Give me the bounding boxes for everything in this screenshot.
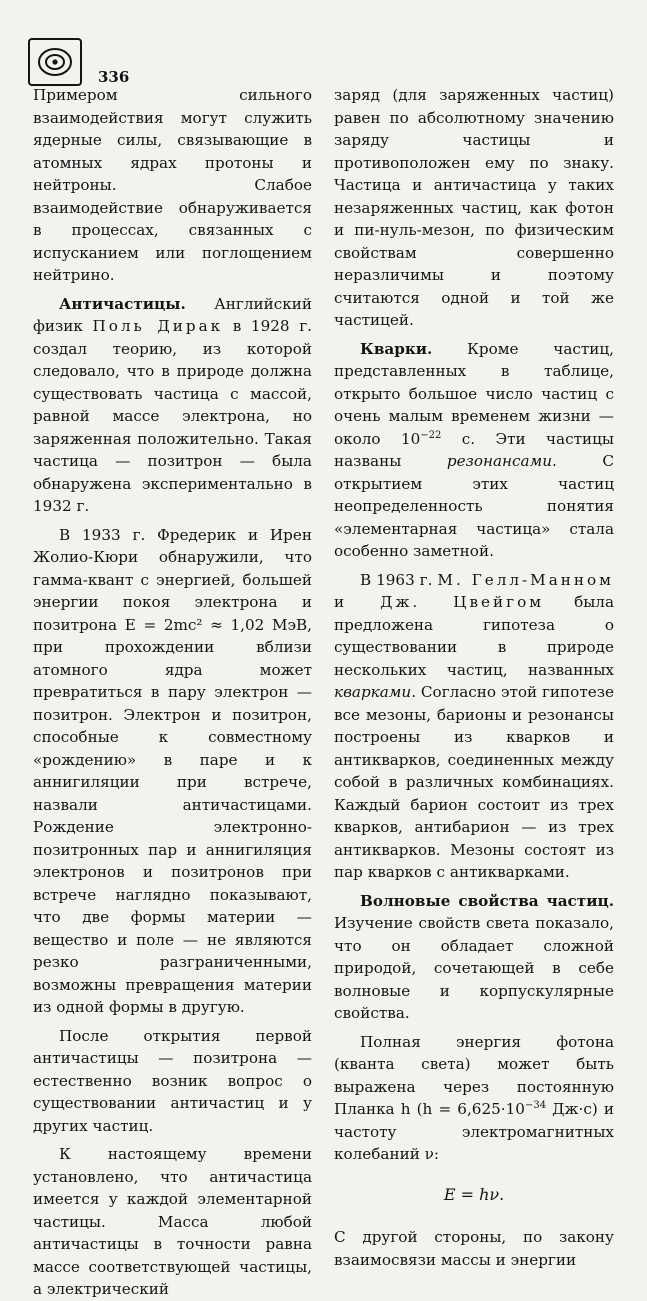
exponent: −34 <box>524 1099 547 1111</box>
exponent: −22 <box>420 429 442 441</box>
person-names: М. Гелл-Манном и Дж. Цвейгом <box>334 570 614 611</box>
text: была предложена гипотеза о существовании в природе нескольких частиц, названных <box>334 593 615 679</box>
section-heading: Кварки. <box>360 339 433 358</box>
paragraph: С другой стороны, по закону взаимосвязи массы и энергии <box>334 1228 614 1269</box>
paragraph-quarks <box>334 338 614 563</box>
section-heading: Волновые свойства частиц. <box>360 891 614 910</box>
person-name: Поль Дирак <box>92 317 224 335</box>
paragraph: Примером сильного взаимодействия могут служить ядерные силы, связывающие в атомных ядрах протоны и нейтроны. Слабое взаимодействие обнаруживается в процессах, связанных с испусканием или поглощением нейтрино. <box>33 86 312 284</box>
term: кварками <box>334 683 412 701</box>
text: с. Эти частицы названы <box>334 429 614 470</box>
paragraph-wave <box>334 890 614 1025</box>
paragraph <box>334 569 614 884</box>
paragraph-antiparticles <box>33 293 312 518</box>
term: резонансами <box>446 452 552 470</box>
text: . Согласно этой гипотезе все мезоны, барионы и резонансы построены из кварков и антикварков, соединенных между собой в различных комбинациях. Каждый барион состоит из трех кварков, антибарион — из трех антикварков. Мезоны состоят из пар кварков с антикварками. <box>334 683 614 881</box>
text: Английский физик <box>33 294 312 335</box>
text: Дж·с) и частоту электромагнитных колебаний ν: <box>334 1100 615 1163</box>
right-column <box>334 84 614 1271</box>
page-number: 336 <box>98 68 130 86</box>
paragraph: заряд (для заряженных частиц) равен по абсолютному значению заряду частицы и противоположен ему по знаку. Частица и античастица у таких незаряженных частиц, как фотон и пи-нуль-мезон, по физическим свойствам совершенно неразличимы и поэтому считаются одной и той же частицей. <box>334 86 614 329</box>
text: . С открытием этих частиц неопределенность понятия «элементарная частица» стала особенно заметной. <box>334 452 614 560</box>
text: Полная энергия фотона (кванта света) может быть выражена через постоянную Планка h (h = 6,625·10 <box>334 1032 614 1118</box>
text: Кроме частиц, представленных в таблице, открыто большое число частиц с очень малым временем жизни — около 10 <box>334 339 614 448</box>
paragraph: После открытия первой античастицы — позитрона — естественно возник вопрос о существовании античастиц и у других частиц. <box>33 1026 312 1135</box>
text: В 1963 г. <box>360 570 438 589</box>
left-column <box>33 84 312 1301</box>
section-heading: Античастицы. <box>59 294 186 313</box>
atom-logo-icon <box>28 38 82 86</box>
paragraph <box>334 1031 614 1166</box>
paragraph: В 1933 г. Фредерик и Ирен Жолио-Кюри обнаружили, что гамма-квант с энергией, большей энергии покоя электрона и позитрона E = 2mc² ≈ 1,02 МэВ, при прохождении вблизи атомного ядра может превратиться в пару электрон — позитрон. Электрон и позитрон, способные к совместному «рождению» в паре и к аннигиляции при встрече, назвали античастицами. Рождение электронно-позитронных пар и аннигиляция электронов и позитронов при встрече наглядно показывают, что две формы материи — вещество и поле — не являются резко разграниченными, возможны превращения материи из одной формы в другую. <box>33 525 312 1016</box>
text: в 1928 г. создал теорию, из которой следовало, что в природе должна существовать частица с массой, равной массе электрона, но заряженная положительно. Такая частица — позитрон — была обнаружена экспериментально в 1932 г. <box>33 317 312 515</box>
formula: E = hν. <box>443 1184 505 1204</box>
paragraph: К настоящему времени установлено, что античастица имеется у каждой элементарной частицы. Масса любой античастицы в точности равна массе соответствующей частицы, а электрический <box>33 1145 312 1298</box>
text: Изучение свойств света показало, что он обладает сложной природой, сочетающей в себе волновые и корпускулярные свойства. <box>334 914 614 1022</box>
